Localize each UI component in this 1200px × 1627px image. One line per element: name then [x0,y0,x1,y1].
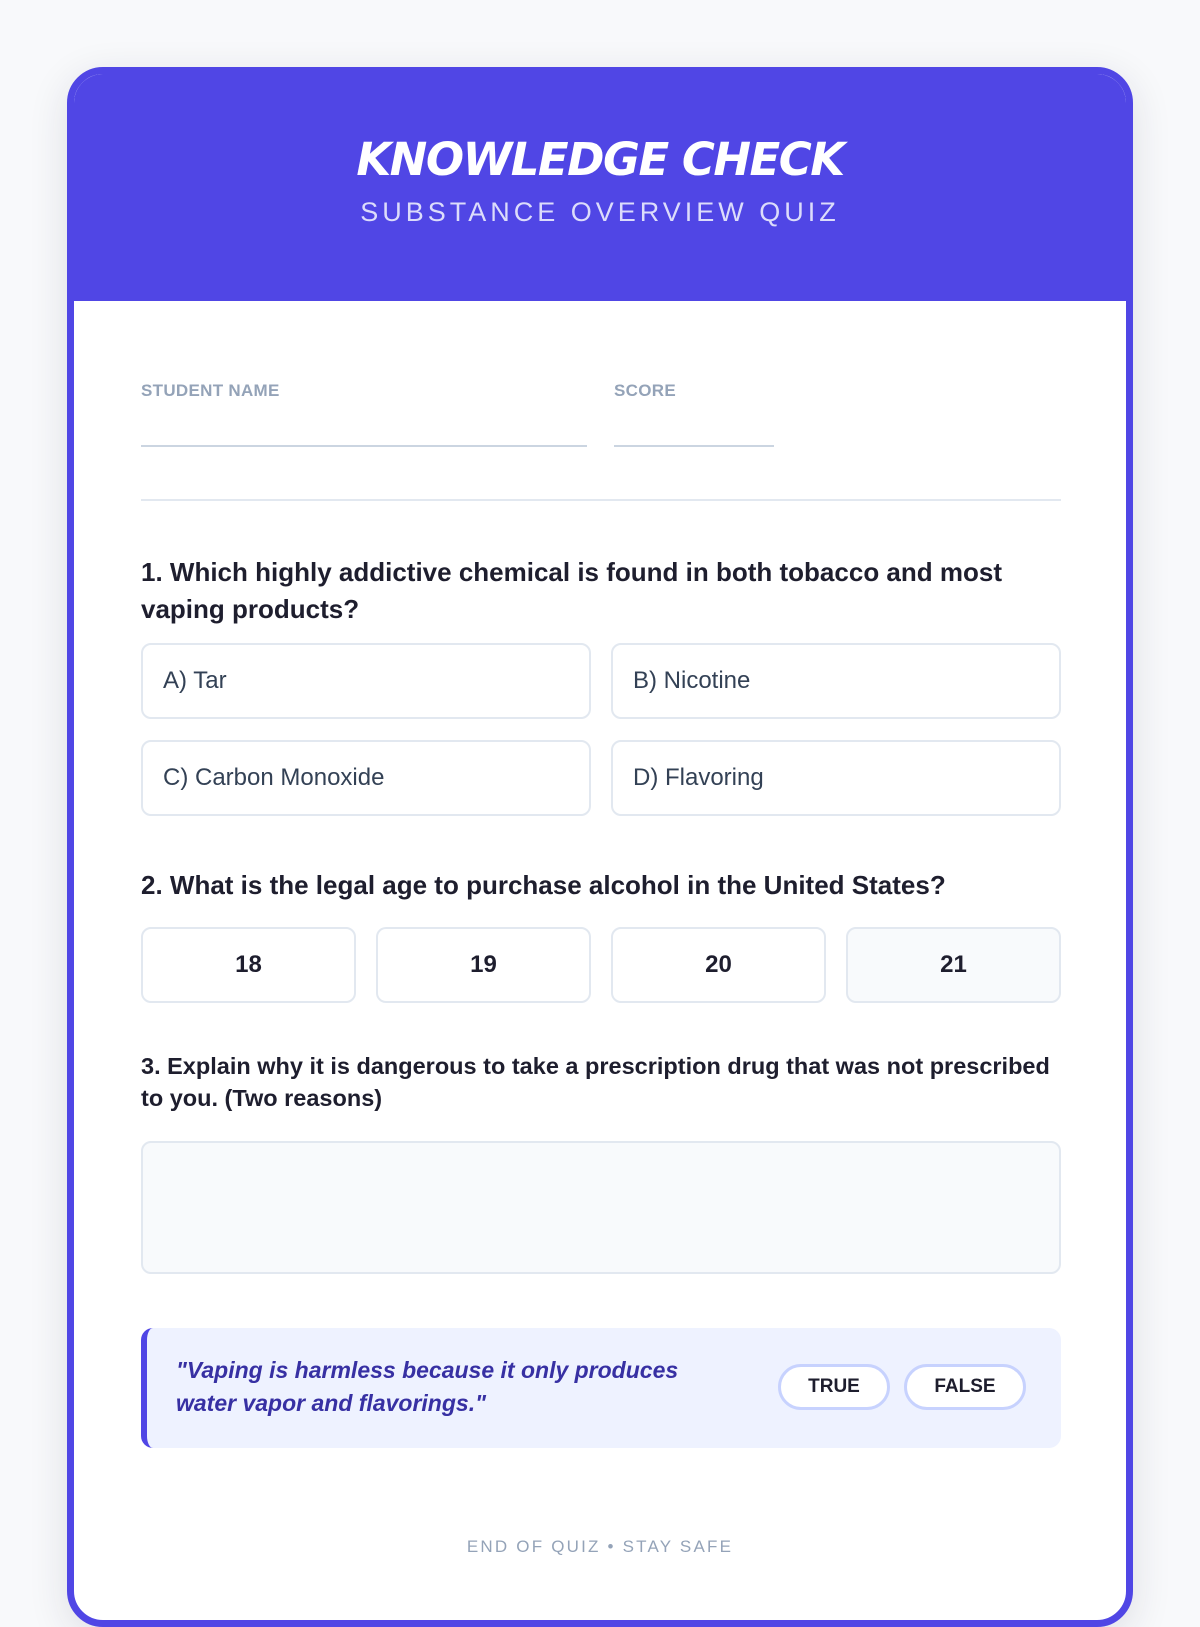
score-field [614,381,774,401]
quiz-card [67,67,1133,1627]
question-1-text: 1. Which highly addictive chemical is found in both tobacco and most vaping products? [141,557,1002,624]
question-2-option-20[interactable]: 20 [611,927,826,1003]
student-info [141,381,1061,501]
quiz-footer: END OF QUIZ • STAY SAFE [466,1537,734,1556]
quiz-header [74,74,1126,301]
student-name-field [141,381,587,401]
false-button[interactable]: FALSE [904,1364,1026,1410]
question-1-option-a[interactable]: A) Tar [141,643,591,719]
page-subtitle: SUBSTANCE OVERVIEW QUIZ [360,197,840,227]
score-label: SCORE [614,381,676,400]
true-button[interactable]: TRUE [778,1364,890,1410]
student-name-input[interactable] [141,445,587,447]
question-1-option-d[interactable]: D) Flavoring [611,740,1061,816]
true-false-callout [141,1328,1061,1448]
question-2-text: 2. What is the legal age to purchase alcohol in the United States? [141,870,946,900]
question-2-option-18[interactable]: 18 [141,927,356,1003]
question-1-option-b[interactable]: B) Nicotine [611,643,1061,719]
page-title: KNOWLEDGE CHECK [356,133,844,186]
question-2-option-21[interactable]: 21 [846,927,1061,1003]
true-false-statement: "Vaping is harmless because it only produces water vapor and flavorings." [176,1357,679,1416]
question-1-option-c[interactable]: C) Carbon Monoxide [141,740,591,816]
question-2-option-19[interactable]: 19 [376,927,591,1003]
question-3-answer-box[interactable] [141,1141,1061,1274]
score-input[interactable] [614,445,774,447]
student-name-label: STUDENT NAME [141,381,280,400]
question-3-text: 3. Explain why it is dangerous to take a prescription drug that was not prescribed to you. (Two reasons) [141,1053,1050,1111]
